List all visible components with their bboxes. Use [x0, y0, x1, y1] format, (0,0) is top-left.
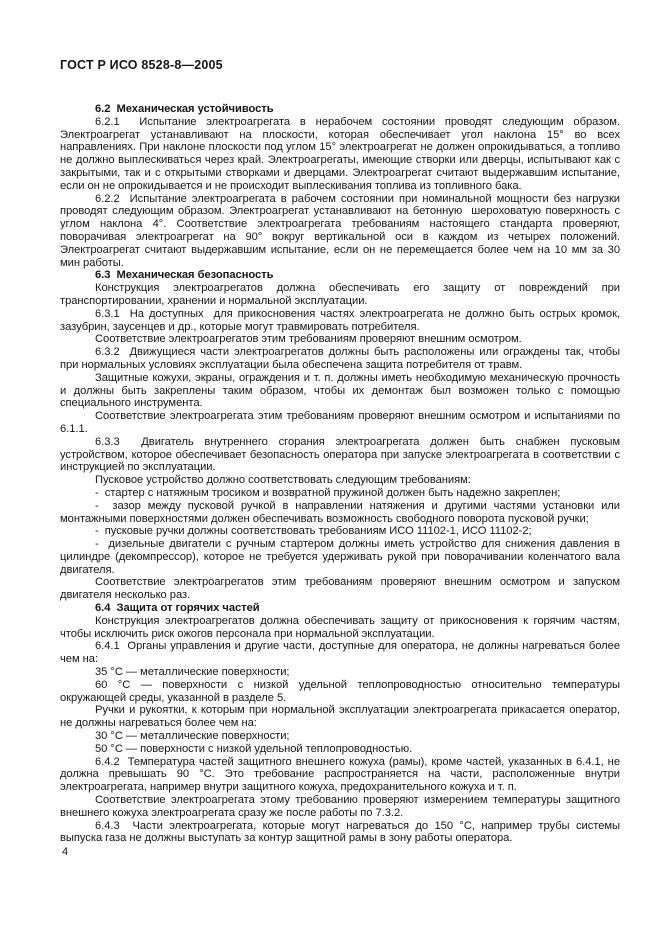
paragraph-6-3-1-check: Соответствие электроагрегатов этим требованиям проверяют внешним осмотром. — [95, 333, 522, 346]
paragraph-6-2-2: 6.2.2 Испытание электроагрегата в рабочем состоянии при номинальной мощности без нагрузки проводят следующим образом. Электроагрегат устанавливают на бетонную шероховатую поверхность с углом наклона 4°. Соответствие электроагрегата требованиям настоящего стандарта проверяют, поворачивая электроагрегат на 90° вокруг вертикальной оси в каждом из четырех положений. Электроагрегат считают выдержавшим испытание, если он не перемещается более чем на 10 мм за 30 мин работы. — [60, 192, 620, 269]
paragraph-limit-35c: 35 °С — металлические поверхности; — [95, 666, 290, 679]
paragraph-6-4-3: 6.4.3 Части электроагрегата, которые могут нагреваться до 150 °С, например трубы системы выпуска газа не должны выступать за контур защитной рамы в зону работы оператора. — [60, 819, 620, 845]
page-number: 4 — [62, 846, 69, 858]
paragraph-starter-requirements: Пусковое устройство должно соответствовать следующим требованиям: — [95, 474, 471, 487]
list-item-handle-clearance: - зазор между пусковой ручкой в направлении натяжения и другими частями установки или монтажными поверхностями должен обеспечивать возможность свободного поворота пусковой ручки; — [60, 499, 620, 525]
paragraph-limit-30c: 30 °С — металлические поверхности; — [95, 730, 290, 743]
paragraph-6-3-3-check: Соответствие электроагрегатов этим требованиям проверяют внешним осмотром и запуском двигателя несколько раз. — [60, 576, 620, 602]
paragraph-6-4-2-check: Соответствие электроагрегата этому требованию проверяют измерением температуры защитного внешнего кожуха электроагрегата сразу же после работы по 7.3.2. — [60, 794, 620, 819]
document-standard-code: ГОСТ Р ИСО 8528-8—2005 — [60, 58, 223, 72]
list-item-diesel-decompressor: - дизельные двигатели с ручным стартером должны иметь устройство для снижения давления в цилиндре (декомпрессор), которое не требуется удерживать рукой при поворачивании коленчатого вала двигателя. — [60, 538, 620, 576]
paragraph-limit-60c: 60 °С — поверхности с низкой удельной теплопроводностью относительно температуры окружающей среды, указанной в разделе 5. — [60, 678, 620, 704]
paragraph-6-3-2: 6.3.2 Движущиеся части электроагрегатов должны быть расположены или ограждены так, чтобы при нормальных условиях эксплуатации была обеспечена защита потребителя от травм. — [60, 346, 620, 371]
section-heading-6-4: 6.4 Защита от горячих частей — [95, 602, 260, 615]
paragraph-6-3-1: 6.3.1 На доступных для прикосновения частях электроагрегата не должно быть острых кромок, зазубрин, заусенцев и др., которые могут травмировать потребителя. — [60, 307, 620, 333]
paragraph-6-2-1: 6.2.1 Испытание электроагрегата в нерабочем состоянии проводят следующим образом. Электроагрегат устанавливают на плоскости, которая обеспечивает угол наклона 15° во всех направлениях. При наклоне плоскости под углом 15° электроагрегат не должен опрокидываться, а топливо не должно выплескиваться через край. Электроагрегаты, имеющие створки или дверцы, испытывают как с закрытыми, так и с открытыми створками и дверцами. Электроагрегат считают выдержавшим испытание, если он не опрокидывается и не происходит выплескивания топлива из топливного бака. — [60, 115, 620, 192]
paragraph-6-4-2: 6.4.2 Температура частей защитного внешнего кожуха (рамы), кроме частей, указанных в 6.4.1, не должна превышать 90 °С. Это требование распространяется на части, расположенные внутри электроагрегата, например внутри защитного кожуха, предохранительного кожуха и т. п. — [60, 755, 620, 794]
paragraph-6-3-2-guards: Защитные кожухи, экраны, ограждения и т. п. должны иметь необходимую механическую прочность и должны быть закреплены таким образом, чтобы их демонтаж был возможен только с помощью специального инструмента. — [60, 371, 620, 410]
paragraph-handles: Ручки и рукоятки, к которым при нормальной эксплуатации электроагрегата прикасается оператор, не должны нагреваться более чем на: — [60, 704, 620, 730]
paragraph-6-4-1: 6.4.1 Органы управления и другие части, доступные для оператора, не должны нагреваться более чем на: — [60, 640, 620, 666]
paragraph-6-3-intro: Конструкция электроагрегатов должна обеспечивать его защиту от повреждений при транспортировании, хранении и нормальной эксплуатации. — [60, 282, 620, 307]
section-heading-6-3: 6.3 Механическая безопасность — [95, 269, 274, 282]
paragraph-6-4-intro: Конструкция электроагрегатов должна обеспечивать защиту от прикосновения к горячим частям, чтобы исключить риск ожогов персонала при нормальной эксплуатации. — [60, 614, 620, 640]
paragraph-limit-50c: 50 °С — поверхности с низкой удельной теплопроводностью. — [95, 742, 413, 755]
section-heading-6-2: 6.2 Механическая устойчивость — [95, 103, 274, 115]
paragraph-6-3-3: 6.3.3 Двигатель внутреннего сгорания электроагрегата должен быть снабжен пусковым устройством, которое обеспечивает безопасность оператора при запуске электроагрегата в соответствии с инструкцией по эксплуатации. — [60, 435, 620, 474]
list-item-starter-rope: - стартер с натяжным тросиком и возвратной пружиной должен быть надежно закреплен; — [95, 486, 561, 499]
document-body — [60, 103, 620, 845]
list-item-iso-11102: - пусковые ручки должны соответствовать требованиям ИСО 11102-1, ИСО 11102-2; — [95, 525, 532, 538]
paragraph-6-3-2-check: Соответствие электроагрегата этим требованиям проверяют внешним осмотром и испытаниями по 6.1.1. — [60, 410, 620, 435]
